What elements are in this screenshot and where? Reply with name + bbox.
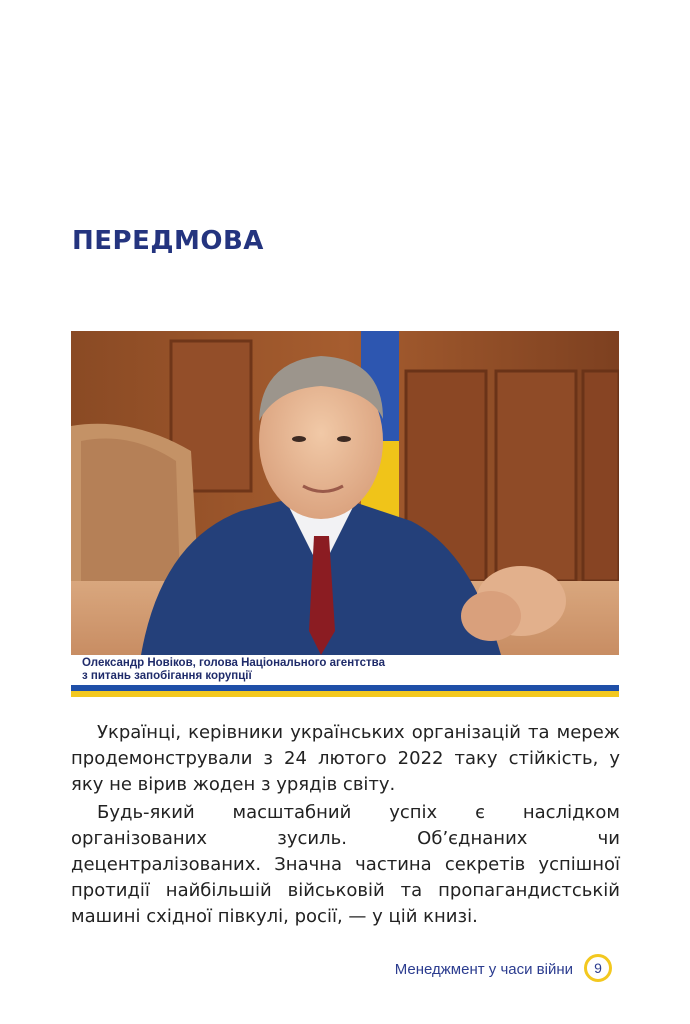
caption-line-2: з питань запобігання корупції [82, 670, 252, 682]
footer-book-title: Менеджмент у часи війни [394, 961, 573, 978]
page-heading: ПЕРЕДМОВА [72, 226, 264, 256]
body-text [71, 720, 620, 930]
paragraph-1: Українці, керівники українських організацій та мереж продемонстрували з 24 лютого 2022 таку стійкість, у яку не вірив жоден з урядів світу. [71, 722, 620, 795]
photo-caption [71, 655, 619, 685]
yellow-stripe [71, 691, 619, 697]
caption-line-1: Олександр Новіков, голова Національного агентства [82, 657, 385, 669]
page-number-badge: 9 [584, 954, 612, 982]
paragraph-2: Будь-який масштабний успіх є наслідком організованих зусиль. Об’єднаних чи децентралізованих. Значна частина секретів успішної протидії найбільшій військовій та пропагандистській машині східної півкулі, росії, — у цій книзі. [71, 802, 620, 927]
portrait-photo [71, 331, 619, 655]
